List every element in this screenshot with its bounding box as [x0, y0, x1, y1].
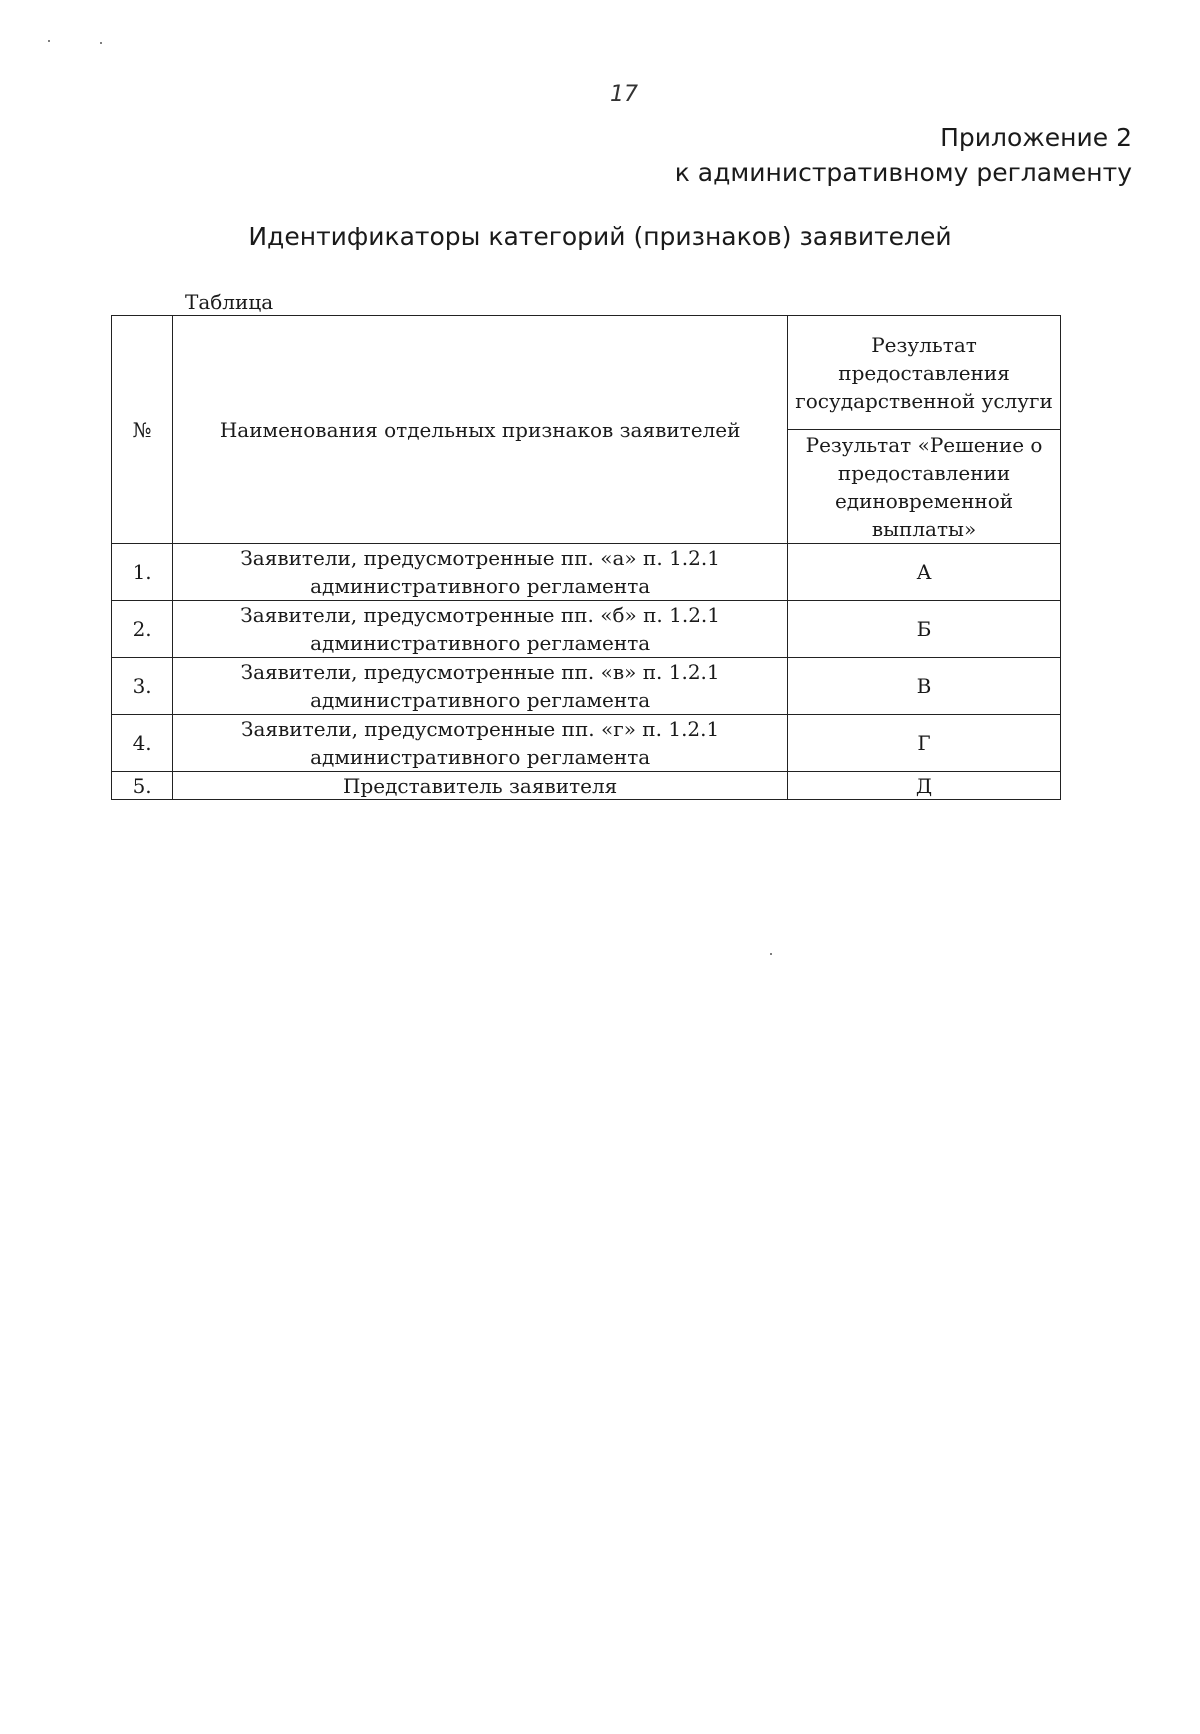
row-number: 3. — [112, 658, 173, 715]
row-name-line-1: Заявители, предусмотренные пп. «в» п. 1.2.1 — [240, 660, 720, 684]
row-code: Б — [788, 601, 1061, 658]
row-name — [173, 601, 788, 658]
header-name: Наименования отдельных признаков заявителей — [173, 316, 788, 544]
row-name — [173, 658, 788, 715]
scan-speck — [100, 42, 102, 44]
row-name-line-1: Заявители, предусмотренные пп. «г» п. 1.2.1 — [241, 717, 720, 741]
header-result-group: Результат предоставления государственной услуги — [788, 316, 1061, 430]
table-caption: Таблица — [185, 290, 274, 314]
row-code: Д — [788, 772, 1061, 800]
row-number: 1. — [112, 544, 173, 601]
page-number: 17 — [610, 82, 638, 107]
row-number: 5. — [112, 772, 173, 800]
table-row — [112, 772, 1061, 800]
table-row — [112, 658, 1061, 715]
row-name-line-2: административного регламента — [310, 745, 651, 769]
table-row — [112, 544, 1061, 601]
row-name — [173, 715, 788, 772]
row-name-line-2: административного регламента — [310, 688, 651, 712]
table-row — [112, 601, 1061, 658]
table-row — [112, 715, 1061, 772]
row-number: 4. — [112, 715, 173, 772]
row-code: В — [788, 658, 1061, 715]
appendix-header — [675, 120, 1132, 190]
row-code: Г — [788, 715, 1061, 772]
row-name — [173, 544, 788, 601]
document-title: Идентификаторы категорий (признаков) заявителей — [248, 222, 952, 251]
header-result: Результат «Решение о предоставлении единовременной выплаты» — [788, 430, 1061, 544]
scan-speck — [48, 40, 50, 42]
row-name-line-1: Заявители, предусмотренные пп. «а» п. 1.2.1 — [240, 546, 720, 570]
scan-speck — [770, 953, 772, 955]
row-name-line-1: Заявители, предусмотренные пп. «б» п. 1.2.1 — [240, 603, 721, 627]
row-name-line-2: административного регламента — [310, 574, 651, 598]
appendix-line-1: Приложение 2 — [940, 123, 1132, 152]
row-code: А — [788, 544, 1061, 601]
table-header-row — [112, 316, 1061, 430]
row-number: 2. — [112, 601, 173, 658]
identifiers-table — [111, 315, 1061, 800]
row-name: Представитель заявителя — [173, 772, 788, 800]
appendix-line-2: к административному регламенту — [674, 158, 1132, 187]
row-name-line-2: административного регламента — [310, 631, 651, 655]
header-number: № — [112, 316, 173, 544]
